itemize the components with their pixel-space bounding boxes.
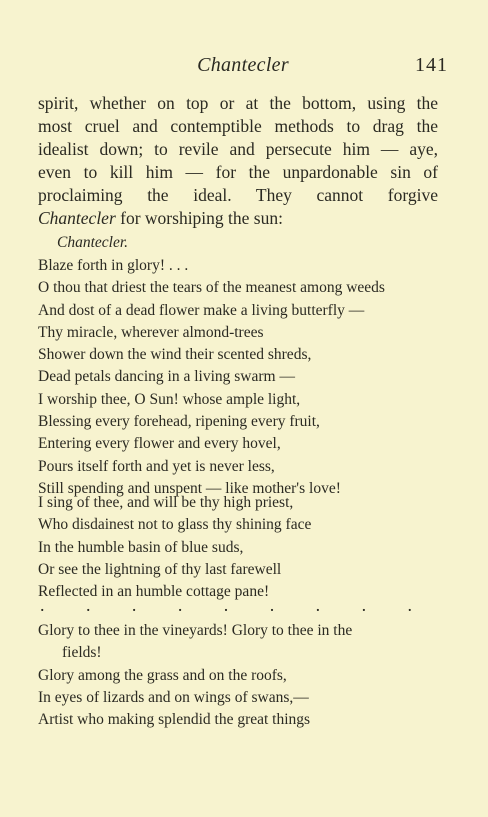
prose-paragraph [38, 92, 438, 230]
prose-line: most cruel and contemptible methods to drag the [38, 116, 438, 136]
separator-dot: . [177, 595, 183, 615]
verse-line: Thy miracle, wherever almond-trees [38, 323, 264, 341]
verse-line: I sing of thee, and will be thy high priest, [38, 494, 294, 511]
verse-line: In eyes of lizards and on wings of swans,— [38, 688, 309, 706]
separator-dot: . [40, 595, 45, 615]
page-number: 141 [415, 54, 448, 76]
verse-line: Glory among the grass and on the roofs, [38, 666, 287, 684]
verse-stanza-3 [38, 620, 443, 731]
verse-line: Artist who making splendid the great things [38, 711, 311, 729]
verse-line: Still spending and unspent — like mother's love! [38, 479, 341, 497]
prose-line: idealist down; to revile and persecute him — aye, [38, 139, 438, 159]
separator-dot: . [269, 595, 275, 615]
separator-dot: . [361, 595, 367, 615]
prose-line: even to kill him — for the unpardonable sin of [38, 162, 438, 182]
page-header [38, 54, 448, 82]
verse-line-continued: fields! [62, 644, 102, 662]
prose-line: proclaiming the ideal. They cannot forgive [38, 185, 438, 205]
play-title-italic: Chantecler [38, 208, 116, 228]
verse-line: O thou that driest the tears of the meanest among weeds [38, 279, 385, 297]
verse-line: Reflected in an humble cottage pane! [38, 583, 270, 601]
verse-line: Blaze forth in glory! . . . [38, 257, 189, 274]
speaker-name: Chantecler. [57, 234, 129, 251]
separator-dot: . [85, 595, 91, 615]
prose-line-last [38, 207, 438, 230]
verse-line: I worship thee, O Sun! whose ample light, [38, 390, 301, 408]
verse-stanza-1 [38, 255, 443, 500]
verse-line: In the humble basin of blue suds, [38, 538, 244, 556]
verse-line: Or see the lightning of thy last farewell [38, 560, 282, 578]
section-separator-dots [40, 596, 412, 614]
separator-dot: . [407, 595, 412, 615]
verse-line: Dead petals dancing in a living swarm — [38, 368, 295, 386]
separator-dot: . [223, 595, 229, 615]
verse-line: Glory to thee in the vineyards! Glory to thee in the [38, 622, 353, 639]
running-title: Chantecler [197, 54, 289, 76]
verse-line: Entering every flower and every hovel, [38, 435, 281, 453]
verse-stanza-2 [38, 492, 443, 603]
prose-line-rest: for worshiping the sun: [115, 208, 283, 228]
verse-line: And dost of a dead flower make a living butterfly — [38, 301, 365, 319]
verse-line: Blessing every forehead, ripening every fruit, [38, 413, 320, 431]
separator-dot: . [315, 595, 321, 615]
verse-line: Who disdainest not to glass thy shining face [38, 516, 312, 534]
prose-line: spirit, whether on top or at the bottom, using the [38, 93, 438, 113]
separator-dot: . [131, 595, 137, 615]
verse-line: Pours itself forth and yet is never less, [38, 457, 275, 475]
verse-line: Shower down the wind their scented shreds, [38, 346, 312, 364]
